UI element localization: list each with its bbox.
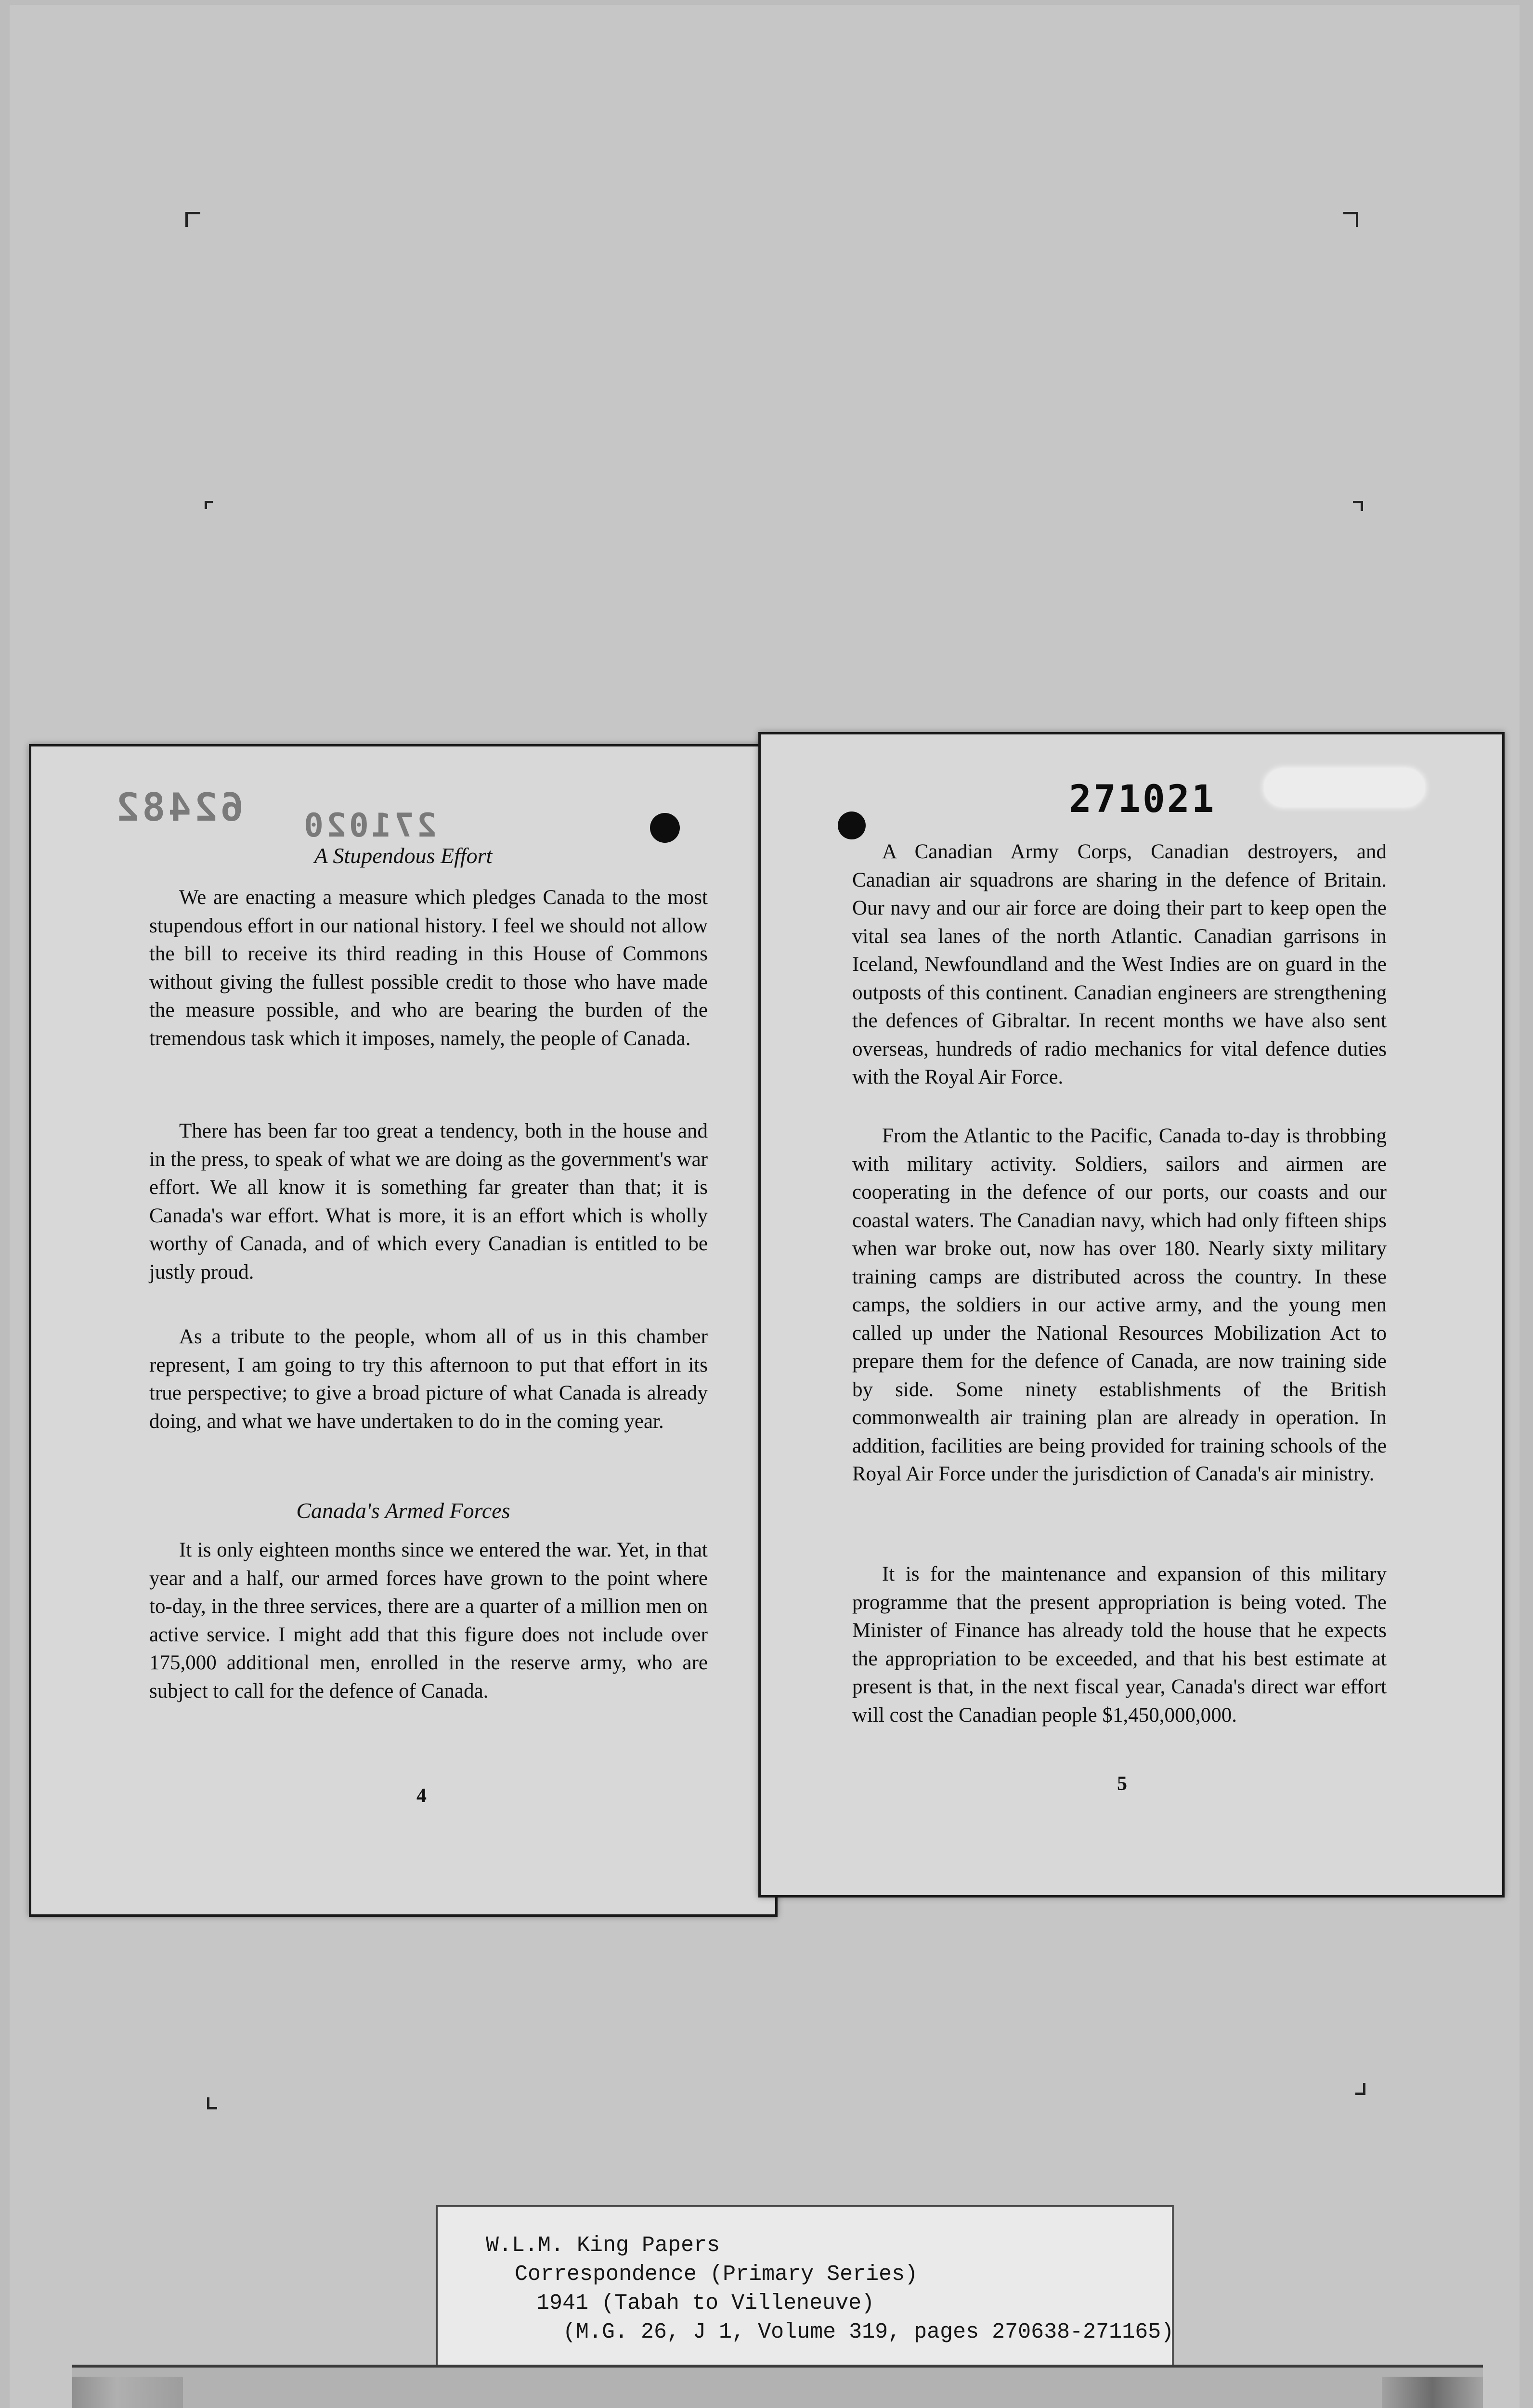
- ghost-number: 62482: [113, 785, 244, 830]
- board-edge: [1382, 2377, 1483, 2408]
- right-page: [758, 732, 1505, 1898]
- paragraph: It is for the maintenance and expansion of this military programme that the present appropriation is being voted. The Minister of Finance has already told the house that he expects the appropriation to be exceeded, and that his best estimate at present is that, in the next fiscal year, Canada's direct war effort will cost the Canadian people $1,450,000,000.: [852, 1563, 1387, 1727]
- section-subheading: Canada's Armed Forces: [296, 1498, 510, 1523]
- crop-mark: [1353, 501, 1363, 511]
- paragraph: As a tribute to the people, whom all of us in this chamber represent, I am going to try this afternoon to put that effort in its true perspective; to give a broad picture of what Canada is already doing, and what we have undertaken to do in the coming year.: [149, 1325, 708, 1433]
- stamp-smudge: [1264, 768, 1425, 807]
- binding-hole: [838, 811, 866, 839]
- archive-board: [72, 2365, 1483, 2408]
- paragraph: We are enacting a measure which pledges Canada to the most stupendous effort in our national history. I feel we should not allow the bill to receive its third reading in this House of Commons without giving the fullest possible credit to those who have made the measure possible, and who are bearing the burden of the tremendous task which it imposes, namely, the people of Canada.: [149, 886, 708, 1050]
- crop-mark: [207, 2097, 217, 2109]
- archive-label: [436, 2205, 1174, 2366]
- page-number: 4: [416, 1785, 427, 1807]
- label-line: W.L.M. King Papers: [486, 2233, 720, 2258]
- ghost-number: 271020: [301, 807, 437, 845]
- crop-mark: [1343, 212, 1358, 227]
- label-line: 1941 (Tabah to Villeneuve): [536, 2291, 875, 2316]
- binding-hole: [650, 813, 680, 843]
- label-line: Correspondence (Primary Series): [515, 2262, 918, 2287]
- paragraph: There has been far too great a tendency, both in the house and in the press, to speak of what we are doing as the government's war effort. We all know it is something far greater than that; it is Canada's war effort. What is more, it is an effort which is wholly worthy of Canada, and of which every Canadian is entitled to be justly proud.: [149, 1120, 708, 1283]
- page-number: 5: [1117, 1773, 1127, 1795]
- paragraph: From the Atlantic to the Pacific, Canada to-day is throbbing with military activity. Soldiers, sailors and airmen are cooperating in the defence of our ports, our coasts and our coastal waters. The Canadian navy, which had only fifteen ships when war broke out, now has over 180. Nearly sixty military training camps are distributed across the country. In these camps, the soldiers in our active army, and the young men called up under the National Resources Mobilization Act to prepare them for the defence of Canada, are now training side by side. Some ninety establishments of the British commonwealth air training plan are already in operation. In addition, facilities are being provided for training schools of the Royal Air Force under the jurisdiction of Canada's air ministry.: [852, 1125, 1387, 1485]
- paragraph: It is only eighteen months since we entered the war. Yet, in that year and a half, our armed forces have grown to the point where to-day, in the three services, there are a quarter of a million men on active service. I might add that this figure does not include over 175,000 additional men, enrolled in the reserve army, who are subject to call for the defence of Canada.: [149, 1539, 708, 1702]
- crop-mark: [185, 212, 200, 227]
- left-page: [29, 744, 778, 1917]
- crop-mark: [1355, 2083, 1365, 2095]
- board-edge: [72, 2377, 183, 2408]
- crop-mark: [205, 501, 213, 509]
- label-line: (M.G. 26, J 1, Volume 319, pages 270638-271165): [563, 2320, 1174, 2344]
- paragraph: A Canadian Army Corps, Canadian destroyers, and Canadian air squadrons are sharing in the defence of Britain. Our navy and our air force are doing their part to keep open the vital sea lanes of the north Atlantic. Canadian garrisons in Iceland, Newfoundland and the West Indies are on guard in the outposts of this continent. Canadian engineers are strengthening the defences of Gibraltar. In recent months we have also sent overseas, hundreds of radio mechanics for vital defence duties with the Royal Air Force.: [852, 840, 1387, 1088]
- document-number: 271021: [1069, 778, 1216, 821]
- section-heading: A Stupendous Effort: [314, 843, 493, 868]
